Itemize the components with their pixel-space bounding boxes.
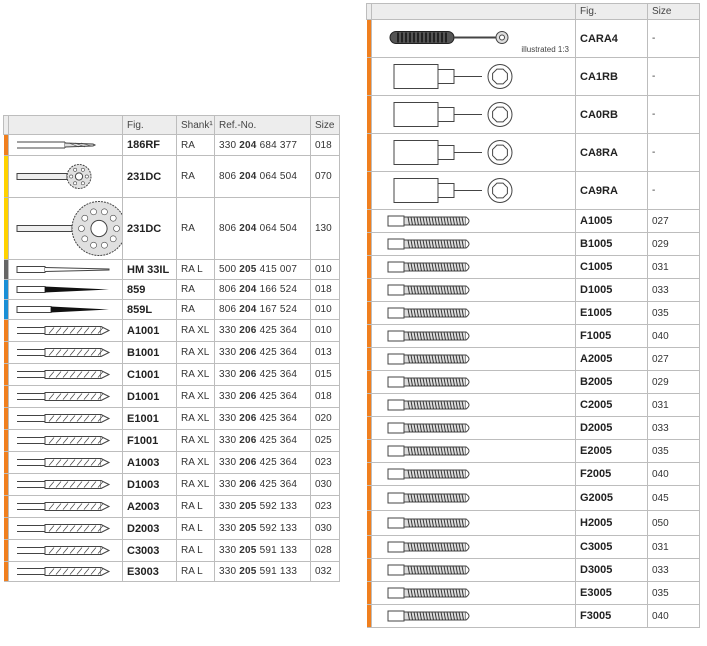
ref-suffix: 064 504	[259, 223, 298, 234]
fig-cell: F3005	[576, 605, 648, 628]
shank-cell: RA L	[177, 496, 215, 518]
fig-cell: B2005	[576, 371, 648, 394]
fig-cell: E2005	[576, 440, 648, 463]
table-row	[4, 364, 340, 386]
size-cell: 033	[648, 417, 700, 440]
size-cell: 040	[648, 605, 700, 628]
ref-middle: 205	[239, 264, 257, 275]
table-row	[4, 260, 340, 280]
table-row	[4, 342, 340, 364]
table-row	[4, 452, 340, 474]
size-cell: 031	[648, 256, 700, 279]
ref-cell	[215, 260, 311, 280]
size-cell: 028	[311, 540, 340, 562]
adapter-icon	[372, 96, 576, 134]
drill-icon	[9, 452, 123, 474]
table-row	[4, 518, 340, 540]
adapter-icon	[372, 134, 576, 172]
ref-suffix: 591 133	[259, 545, 298, 556]
shank-cell: RA XL	[177, 452, 215, 474]
screw-tap-icon	[372, 463, 576, 486]
ref-prefix: 806	[219, 171, 237, 182]
ref-cell	[215, 386, 311, 408]
ref-middle: 206	[239, 369, 257, 380]
header-ref: Ref.-No.	[215, 116, 311, 135]
size-cell: 018	[311, 386, 340, 408]
ref-suffix: 415 007	[259, 264, 298, 275]
adapter-icon	[372, 172, 576, 210]
ref-middle: 205	[239, 566, 257, 577]
ref-prefix: 330	[219, 413, 237, 424]
ref-prefix: 330	[219, 325, 237, 336]
table-row	[4, 198, 340, 260]
ref-middle: 206	[239, 325, 257, 336]
size-cell: 013	[311, 342, 340, 364]
table-row	[367, 559, 700, 582]
fig-cell: A2005	[576, 348, 648, 371]
table-row	[367, 440, 700, 463]
ref-cell	[215, 540, 311, 562]
size-cell: 023	[311, 496, 340, 518]
ref-prefix: 330	[219, 545, 237, 556]
table-row	[367, 325, 700, 348]
ref-prefix: 330	[219, 479, 237, 490]
size-cell: 025	[311, 430, 340, 452]
table-row	[4, 540, 340, 562]
screw-tap-icon	[372, 417, 576, 440]
size-cell: 018	[311, 280, 340, 300]
ref-cell	[215, 430, 311, 452]
fig-cell: C3003	[123, 540, 177, 562]
header-shank: Shank¹	[177, 116, 215, 135]
ref-cell	[215, 496, 311, 518]
ref-cell	[215, 562, 311, 582]
drill-icon	[9, 496, 123, 518]
left-header-row	[4, 116, 340, 135]
fig-cell: F2005	[576, 463, 648, 486]
table-row	[4, 156, 340, 198]
screw-tap-icon	[372, 511, 576, 536]
ref-suffix: 167 524	[259, 304, 298, 315]
screw-tap-icon	[372, 256, 576, 279]
shank-cell: RA XL	[177, 408, 215, 430]
screw-tap-icon	[372, 210, 576, 233]
size-cell: 027	[648, 210, 700, 233]
shank-cell: RA	[177, 135, 215, 156]
size-cell: 031	[648, 394, 700, 417]
screw-tap-icon	[372, 486, 576, 511]
ref-suffix: 684 377	[259, 139, 298, 151]
fig-cell: CA0RB	[576, 96, 648, 134]
table-row	[367, 394, 700, 417]
size-cell: 033	[648, 279, 700, 302]
drill-icon	[9, 342, 123, 364]
ref-middle: 205	[239, 523, 257, 534]
table-row	[367, 582, 700, 605]
shank-cell: RA L	[177, 518, 215, 540]
ref-prefix: 330	[219, 139, 237, 151]
size-cell: 045	[648, 486, 700, 511]
ref-prefix: 330	[219, 457, 237, 468]
ref-middle: 204	[239, 284, 257, 295]
ref-suffix: 425 364	[259, 479, 298, 490]
size-cell: 040	[648, 463, 700, 486]
ref-middle: 205	[239, 545, 257, 556]
fig-cell: A1003	[123, 452, 177, 474]
fig-cell: CA1RB	[576, 58, 648, 96]
size-cell: 023	[311, 452, 340, 474]
ref-middle: 206	[239, 391, 257, 402]
ref-prefix: 330	[219, 501, 237, 512]
ref-suffix: 425 364	[259, 347, 298, 358]
table-row	[4, 386, 340, 408]
ref-middle: 206	[239, 347, 257, 358]
shank-cell: RA	[177, 198, 215, 260]
table-row	[367, 172, 700, 210]
drill-icon	[9, 430, 123, 452]
ref-middle: 204	[239, 223, 257, 234]
ref-suffix: 425 364	[259, 391, 298, 402]
ref-suffix: 592 133	[259, 523, 298, 534]
ref-prefix: 330	[219, 369, 237, 380]
size-cell: -	[648, 96, 700, 134]
table-row	[367, 233, 700, 256]
ref-middle: 204	[239, 304, 257, 315]
table-row	[4, 320, 340, 342]
table-row	[4, 496, 340, 518]
fig-cell: C1001	[123, 364, 177, 386]
size-cell: 027	[648, 348, 700, 371]
fig-cell: B1001	[123, 342, 177, 364]
ref-prefix: 330	[219, 391, 237, 402]
fig-cell: H2005	[576, 511, 648, 536]
size-cell: 015	[311, 364, 340, 386]
drill-icon	[9, 518, 123, 540]
size-cell: 035	[648, 582, 700, 605]
size-cell: 020	[311, 408, 340, 430]
size-cell: -	[648, 58, 700, 96]
fig-cell: D2003	[123, 518, 177, 540]
table-row	[4, 135, 340, 156]
ref-cell	[215, 156, 311, 198]
table-row	[367, 58, 700, 96]
size-cell: 040	[648, 325, 700, 348]
size-cell: 032	[311, 562, 340, 582]
table-row	[4, 300, 340, 320]
ref-cell	[215, 452, 311, 474]
fig-cell: 231DC	[123, 156, 177, 198]
fig-cell: C3005	[576, 536, 648, 559]
ref-middle: 206	[239, 413, 257, 424]
screw-tap-icon	[372, 440, 576, 463]
size-cell: 033	[648, 559, 700, 582]
shank-cell: RA L	[177, 562, 215, 582]
table-row	[367, 348, 700, 371]
ref-middle: 206	[239, 457, 257, 468]
screw-tap-icon	[372, 325, 576, 348]
ref-cell	[215, 135, 311, 156]
table-row	[367, 210, 700, 233]
ref-prefix: 330	[219, 523, 237, 534]
ref-prefix: 330	[219, 566, 237, 577]
fig-cell: B1005	[576, 233, 648, 256]
ref-cell	[215, 518, 311, 540]
left-product-table	[3, 115, 340, 582]
ref-cell	[215, 474, 311, 496]
drill-icon	[9, 474, 123, 496]
size-cell: -	[648, 134, 700, 172]
fig-cell: D3005	[576, 559, 648, 582]
fig-cell: CARA4	[576, 20, 648, 58]
ref-suffix: 425 364	[259, 457, 298, 468]
drill-icon	[9, 364, 123, 386]
table-row	[367, 96, 700, 134]
fig-cell: A2003	[123, 496, 177, 518]
ref-cell	[215, 300, 311, 320]
table-row	[4, 474, 340, 496]
shank-cell: RA	[177, 156, 215, 198]
table-row	[367, 536, 700, 559]
ref-suffix: 425 364	[259, 369, 298, 380]
ref-prefix: 330	[219, 347, 237, 358]
fig-cell: F1001	[123, 430, 177, 452]
size-cell: 010	[311, 320, 340, 342]
right-product-table	[366, 3, 700, 628]
screw-tap-icon	[372, 559, 576, 582]
ref-cell	[215, 342, 311, 364]
fig-cell: 859	[123, 280, 177, 300]
fig-cell: C2005	[576, 394, 648, 417]
table-row	[367, 302, 700, 325]
needle-icon	[9, 260, 123, 280]
shank-cell: RA L	[177, 540, 215, 562]
table-row	[367, 511, 700, 536]
ref-suffix: 425 364	[259, 413, 298, 424]
size-cell: -	[648, 20, 700, 58]
ref-prefix: 806	[219, 304, 237, 315]
size-cell: 010	[311, 300, 340, 320]
shank-cell: RA XL	[177, 364, 215, 386]
size-cell: 010	[311, 260, 340, 280]
size-cell: 035	[648, 302, 700, 325]
fig-cell: D1001	[123, 386, 177, 408]
table-row	[4, 562, 340, 582]
disc-large-icon	[9, 198, 123, 260]
ref-middle: 206	[239, 479, 257, 490]
screw-tap-icon	[372, 371, 576, 394]
shank-cell: RA	[177, 280, 215, 300]
drill-icon	[9, 320, 123, 342]
fig-cell: D1003	[123, 474, 177, 496]
screw-tap-icon	[372, 605, 576, 628]
size-cell: -	[648, 172, 700, 210]
ref-suffix: 064 504	[259, 171, 298, 182]
fig-cell: C1005	[576, 256, 648, 279]
ref-suffix: 592 133	[259, 501, 298, 512]
ref-prefix: 806	[219, 284, 237, 295]
taper-icon	[9, 280, 123, 300]
ref-prefix: 330	[219, 435, 237, 446]
ratchet-wrench-icon	[372, 20, 576, 58]
ref-middle: 206	[239, 435, 257, 446]
size-cell: 070	[311, 156, 340, 198]
fig-cell: A1005	[576, 210, 648, 233]
size-cell: 031	[648, 536, 700, 559]
shank-cell: RA L	[177, 260, 215, 280]
shank-cell: RA	[177, 300, 215, 320]
table-row	[367, 417, 700, 440]
size-cell: 029	[648, 371, 700, 394]
shank-cell: RA XL	[177, 386, 215, 408]
screw-tap-icon	[372, 348, 576, 371]
size-cell: 050	[648, 511, 700, 536]
ref-prefix: 806	[219, 223, 237, 234]
shank-cell: RA XL	[177, 320, 215, 342]
taper-long-icon	[9, 300, 123, 320]
drill-icon	[9, 540, 123, 562]
ref-middle: 204	[239, 171, 257, 182]
table-row	[367, 371, 700, 394]
shank-cell: RA XL	[177, 342, 215, 364]
shank-cell: RA XL	[177, 430, 215, 452]
ref-suffix: 166 524	[259, 284, 298, 295]
ref-middle: 205	[239, 501, 257, 512]
drill-icon	[9, 562, 123, 582]
ref-cell	[215, 364, 311, 386]
shank-cell: RA XL	[177, 474, 215, 496]
ref-suffix: 591 133	[259, 566, 298, 577]
table-row	[367, 605, 700, 628]
size-cell: 030	[311, 518, 340, 540]
screw-tap-icon	[372, 582, 576, 605]
size-cell: 035	[648, 440, 700, 463]
fig-cell: D1005	[576, 279, 648, 302]
fig-cell: G2005	[576, 486, 648, 511]
fig-cell: E3005	[576, 582, 648, 605]
header-image-cell	[372, 4, 576, 20]
scale-note: illustrated 1:3	[521, 45, 569, 54]
header-fig: Fig.	[576, 4, 648, 20]
ref-cell	[215, 320, 311, 342]
fig-cell: 231DC	[123, 198, 177, 260]
screw-tap-icon	[372, 302, 576, 325]
table-row	[367, 463, 700, 486]
table-row	[367, 20, 700, 58]
fig-cell: HM 33IL	[123, 260, 177, 280]
size-cell: 029	[648, 233, 700, 256]
fig-cell: F1005	[576, 325, 648, 348]
ref-cell	[215, 408, 311, 430]
header-image-cell	[9, 116, 123, 135]
fig-cell: 186RF	[123, 135, 177, 156]
fig-cell: D2005	[576, 417, 648, 440]
ref-suffix: 425 364	[259, 435, 298, 446]
fig-cell: E1005	[576, 302, 648, 325]
fig-cell: E1001	[123, 408, 177, 430]
ref-cell	[215, 280, 311, 300]
ref-cell	[215, 198, 311, 260]
table-row	[367, 486, 700, 511]
screw-tap-icon	[372, 279, 576, 302]
size-cell: 018	[311, 135, 340, 156]
table-row	[4, 408, 340, 430]
drill-icon	[9, 386, 123, 408]
size-cell: 030	[311, 474, 340, 496]
drill-icon	[9, 408, 123, 430]
right-header-row	[367, 4, 700, 20]
fig-cell: CA8RA	[576, 134, 648, 172]
fig-cell: CA9RA	[576, 172, 648, 210]
ref-suffix: 425 364	[259, 325, 298, 336]
screw-tap-icon	[372, 394, 576, 417]
ref-middle: 204	[239, 139, 257, 151]
adapter-icon	[372, 58, 576, 96]
disc-small-icon	[9, 156, 123, 198]
fig-cell: 859L	[123, 300, 177, 320]
screw-tap-icon	[372, 233, 576, 256]
header-size: Size	[648, 4, 700, 20]
ref-prefix: 500	[219, 264, 237, 275]
fig-cell: A1001	[123, 320, 177, 342]
screw-tap-icon	[372, 536, 576, 559]
table-row	[367, 279, 700, 302]
table-row	[4, 430, 340, 452]
table-row	[367, 134, 700, 172]
fig-cell: E3003	[123, 562, 177, 582]
header-fig: Fig.	[123, 116, 177, 135]
table-row	[367, 256, 700, 279]
header-size: Size	[311, 116, 340, 135]
bur-186RF-icon	[9, 135, 123, 156]
table-row	[4, 280, 340, 300]
size-cell: 130	[311, 198, 340, 260]
